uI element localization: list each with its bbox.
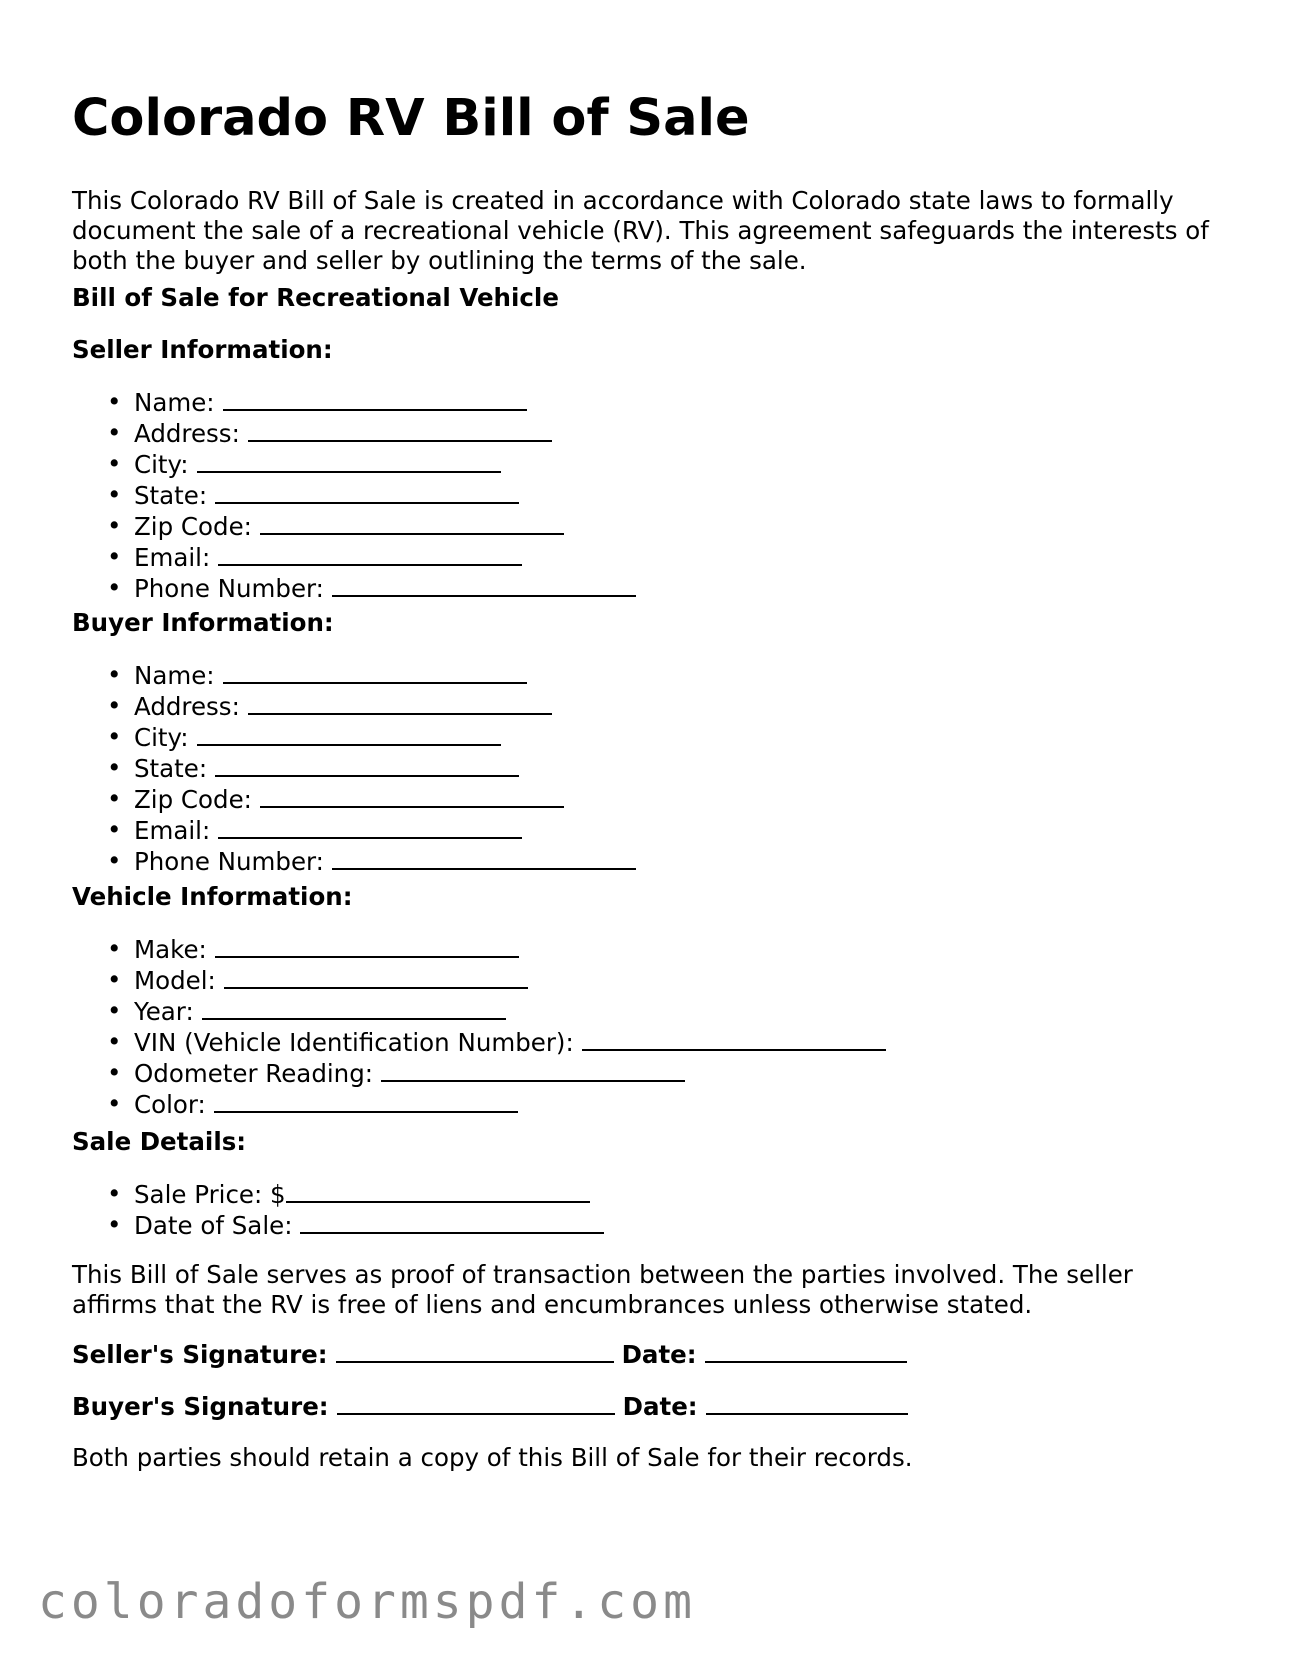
seller-date-blank[interactable] <box>705 1339 907 1363</box>
footer-note: Both parties should retain a copy of this Bill of Sale for their records. <box>72 1443 913 1472</box>
proof-paragraph: This Bill of Sale serves as proof of transaction between the parties involved. The seller affirms that the RV is free of liens and encumbrances unless otherwise stated. <box>72 1260 1133 1319</box>
document-title: Colorado RV Bill of Sale <box>72 89 750 148</box>
intro-paragraph: This Colorado RV Bill of Sale is created in accordance with Colorado state laws to formally document the sale of a recreational vehicle (RV). This agreement safeguards the interests of both the buyer and seller by outlining the terms of the sale. <box>72 186 1209 275</box>
vehicle-model-field[interactable]: • Model: <box>134 965 886 996</box>
seller-phone-field[interactable]: • Phone Number: <box>134 573 636 604</box>
buyer-signature-line[interactable] <box>72 1391 908 1422</box>
buyer-address-field[interactable]: • Address: <box>134 691 636 722</box>
buyer-fields <box>72 660 636 877</box>
buyer-phone-field[interactable]: • Phone Number: <box>134 846 636 877</box>
vehicle-color-field[interactable]: • Color: <box>134 1089 886 1120</box>
seller-signature-blank[interactable] <box>336 1339 614 1363</box>
seller-city-field[interactable]: • City: <box>134 449 636 480</box>
buyer-city-field[interactable]: • City: <box>134 722 636 753</box>
seller-date-label: Date: <box>621 1340 697 1369</box>
buyer-email-field[interactable]: • Email: <box>134 815 636 846</box>
site-watermark: coloradoformspdf.com <box>38 1574 696 1630</box>
seller-state-field[interactable]: • State: <box>134 480 636 511</box>
seller-signature-label: Seller's Signature: <box>72 1340 328 1369</box>
subtitle: Bill of Sale for Recreational Vehicle <box>72 283 559 312</box>
sale-date-field[interactable]: • Date of Sale: <box>134 1210 604 1241</box>
seller-heading: Seller Information: <box>72 335 333 364</box>
buyer-signature-blank[interactable] <box>337 1391 615 1415</box>
buyer-zip-field[interactable]: • Zip Code: <box>134 784 636 815</box>
seller-zip-field[interactable]: • Zip Code: <box>134 511 636 542</box>
sale-heading: Sale Details: <box>72 1127 247 1156</box>
vehicle-odometer-field[interactable]: • Odometer Reading: <box>134 1058 886 1089</box>
buyer-date-blank[interactable] <box>706 1391 908 1415</box>
sale-price-field[interactable]: • Sale Price: $ <box>134 1179 604 1210</box>
seller-fields <box>72 387 636 604</box>
sale-fields <box>72 1179 604 1241</box>
vehicle-make-field[interactable]: • Make: <box>134 934 886 965</box>
vehicle-fields <box>72 934 886 1120</box>
vehicle-year-field[interactable]: • Year: <box>134 996 886 1027</box>
seller-signature-line[interactable] <box>72 1339 907 1370</box>
buyer-heading: Buyer Information: <box>72 608 334 637</box>
vehicle-vin-field[interactable]: • VIN (Vehicle Identification Number): <box>134 1027 886 1058</box>
seller-email-field[interactable]: • Email: <box>134 542 636 573</box>
seller-address-field[interactable]: • Address: <box>134 418 636 449</box>
buyer-name-field[interactable]: • Name: <box>134 660 636 691</box>
buyer-signature-label: Buyer's Signature: <box>72 1392 329 1421</box>
seller-name-field[interactable]: • Name: <box>134 387 636 418</box>
buyer-state-field[interactable]: • State: <box>134 753 636 784</box>
buyer-date-label: Date: <box>622 1392 698 1421</box>
vehicle-heading: Vehicle Information: <box>72 882 353 911</box>
